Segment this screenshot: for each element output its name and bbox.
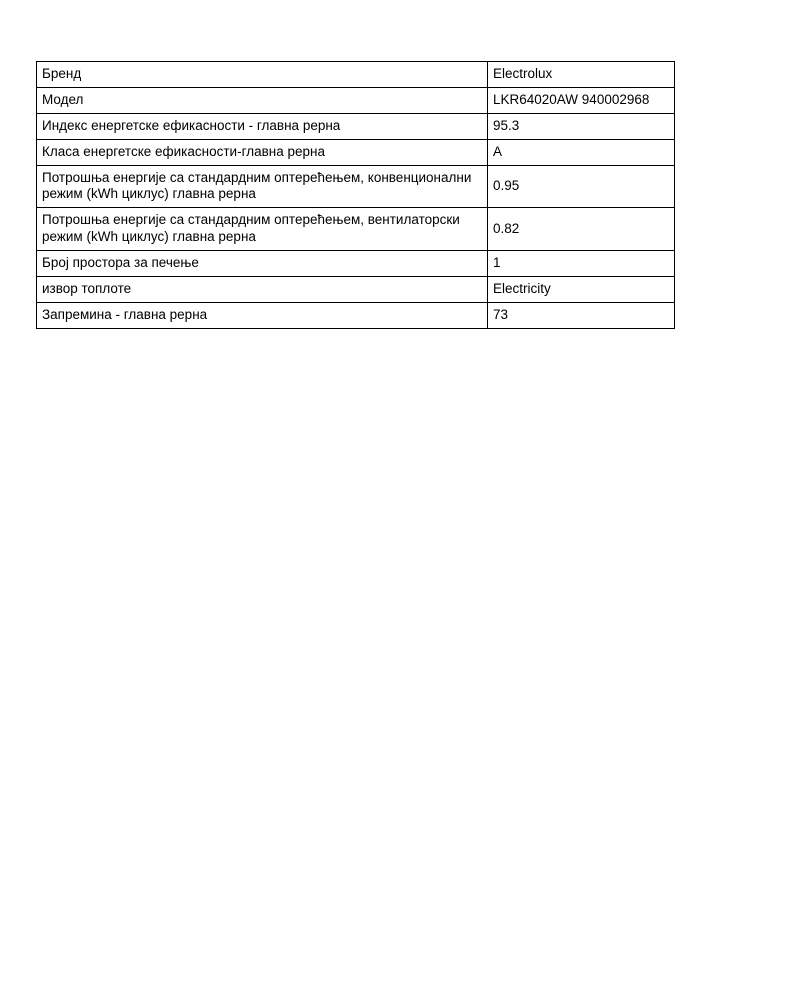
table-row — [37, 139, 675, 165]
spec-value-cell: 1 — [488, 251, 675, 277]
product-spec-table — [36, 61, 675, 329]
spec-label-cell: Потрошња енергије са стандардним оптерећењем, вентилаторски режим (kWh циклус) главна рерна — [37, 208, 488, 251]
spec-value-cell: 0.95 — [488, 165, 675, 208]
spec-label-cell: извор топлоте — [37, 276, 488, 302]
spec-value-cell: Electricity — [488, 276, 675, 302]
spec-value-cell: LKR64020AW 940002968 — [488, 87, 675, 113]
table-row — [37, 113, 675, 139]
spec-value-cell: 95.3 — [488, 113, 675, 139]
table-row — [37, 62, 675, 88]
table-row — [37, 208, 675, 251]
spec-table-body — [37, 62, 675, 329]
spec-label-cell: Запремина - главна рерна — [37, 302, 488, 328]
spec-label-cell: Број простора за печење — [37, 251, 488, 277]
spec-label-cell: Бренд — [37, 62, 488, 88]
spec-label-cell: Класа енергетске ефикасности-главна рерна — [37, 139, 488, 165]
table-row — [37, 165, 675, 208]
spec-label-cell: Потрошња енергије са стандардним оптерећењем, конвенционални режим (kWh циклус) главна рерна — [37, 165, 488, 208]
spec-value-cell: 73 — [488, 302, 675, 328]
spec-label-cell: Модел — [37, 87, 488, 113]
table-row — [37, 302, 675, 328]
spec-value-cell: 0.82 — [488, 208, 675, 251]
spec-value-cell: A — [488, 139, 675, 165]
table-row — [37, 251, 675, 277]
table-row — [37, 276, 675, 302]
spec-label-cell: Индекс енергетске ефикасности - главна рерна — [37, 113, 488, 139]
spec-value-cell: Electrolux — [488, 62, 675, 88]
table-row — [37, 87, 675, 113]
